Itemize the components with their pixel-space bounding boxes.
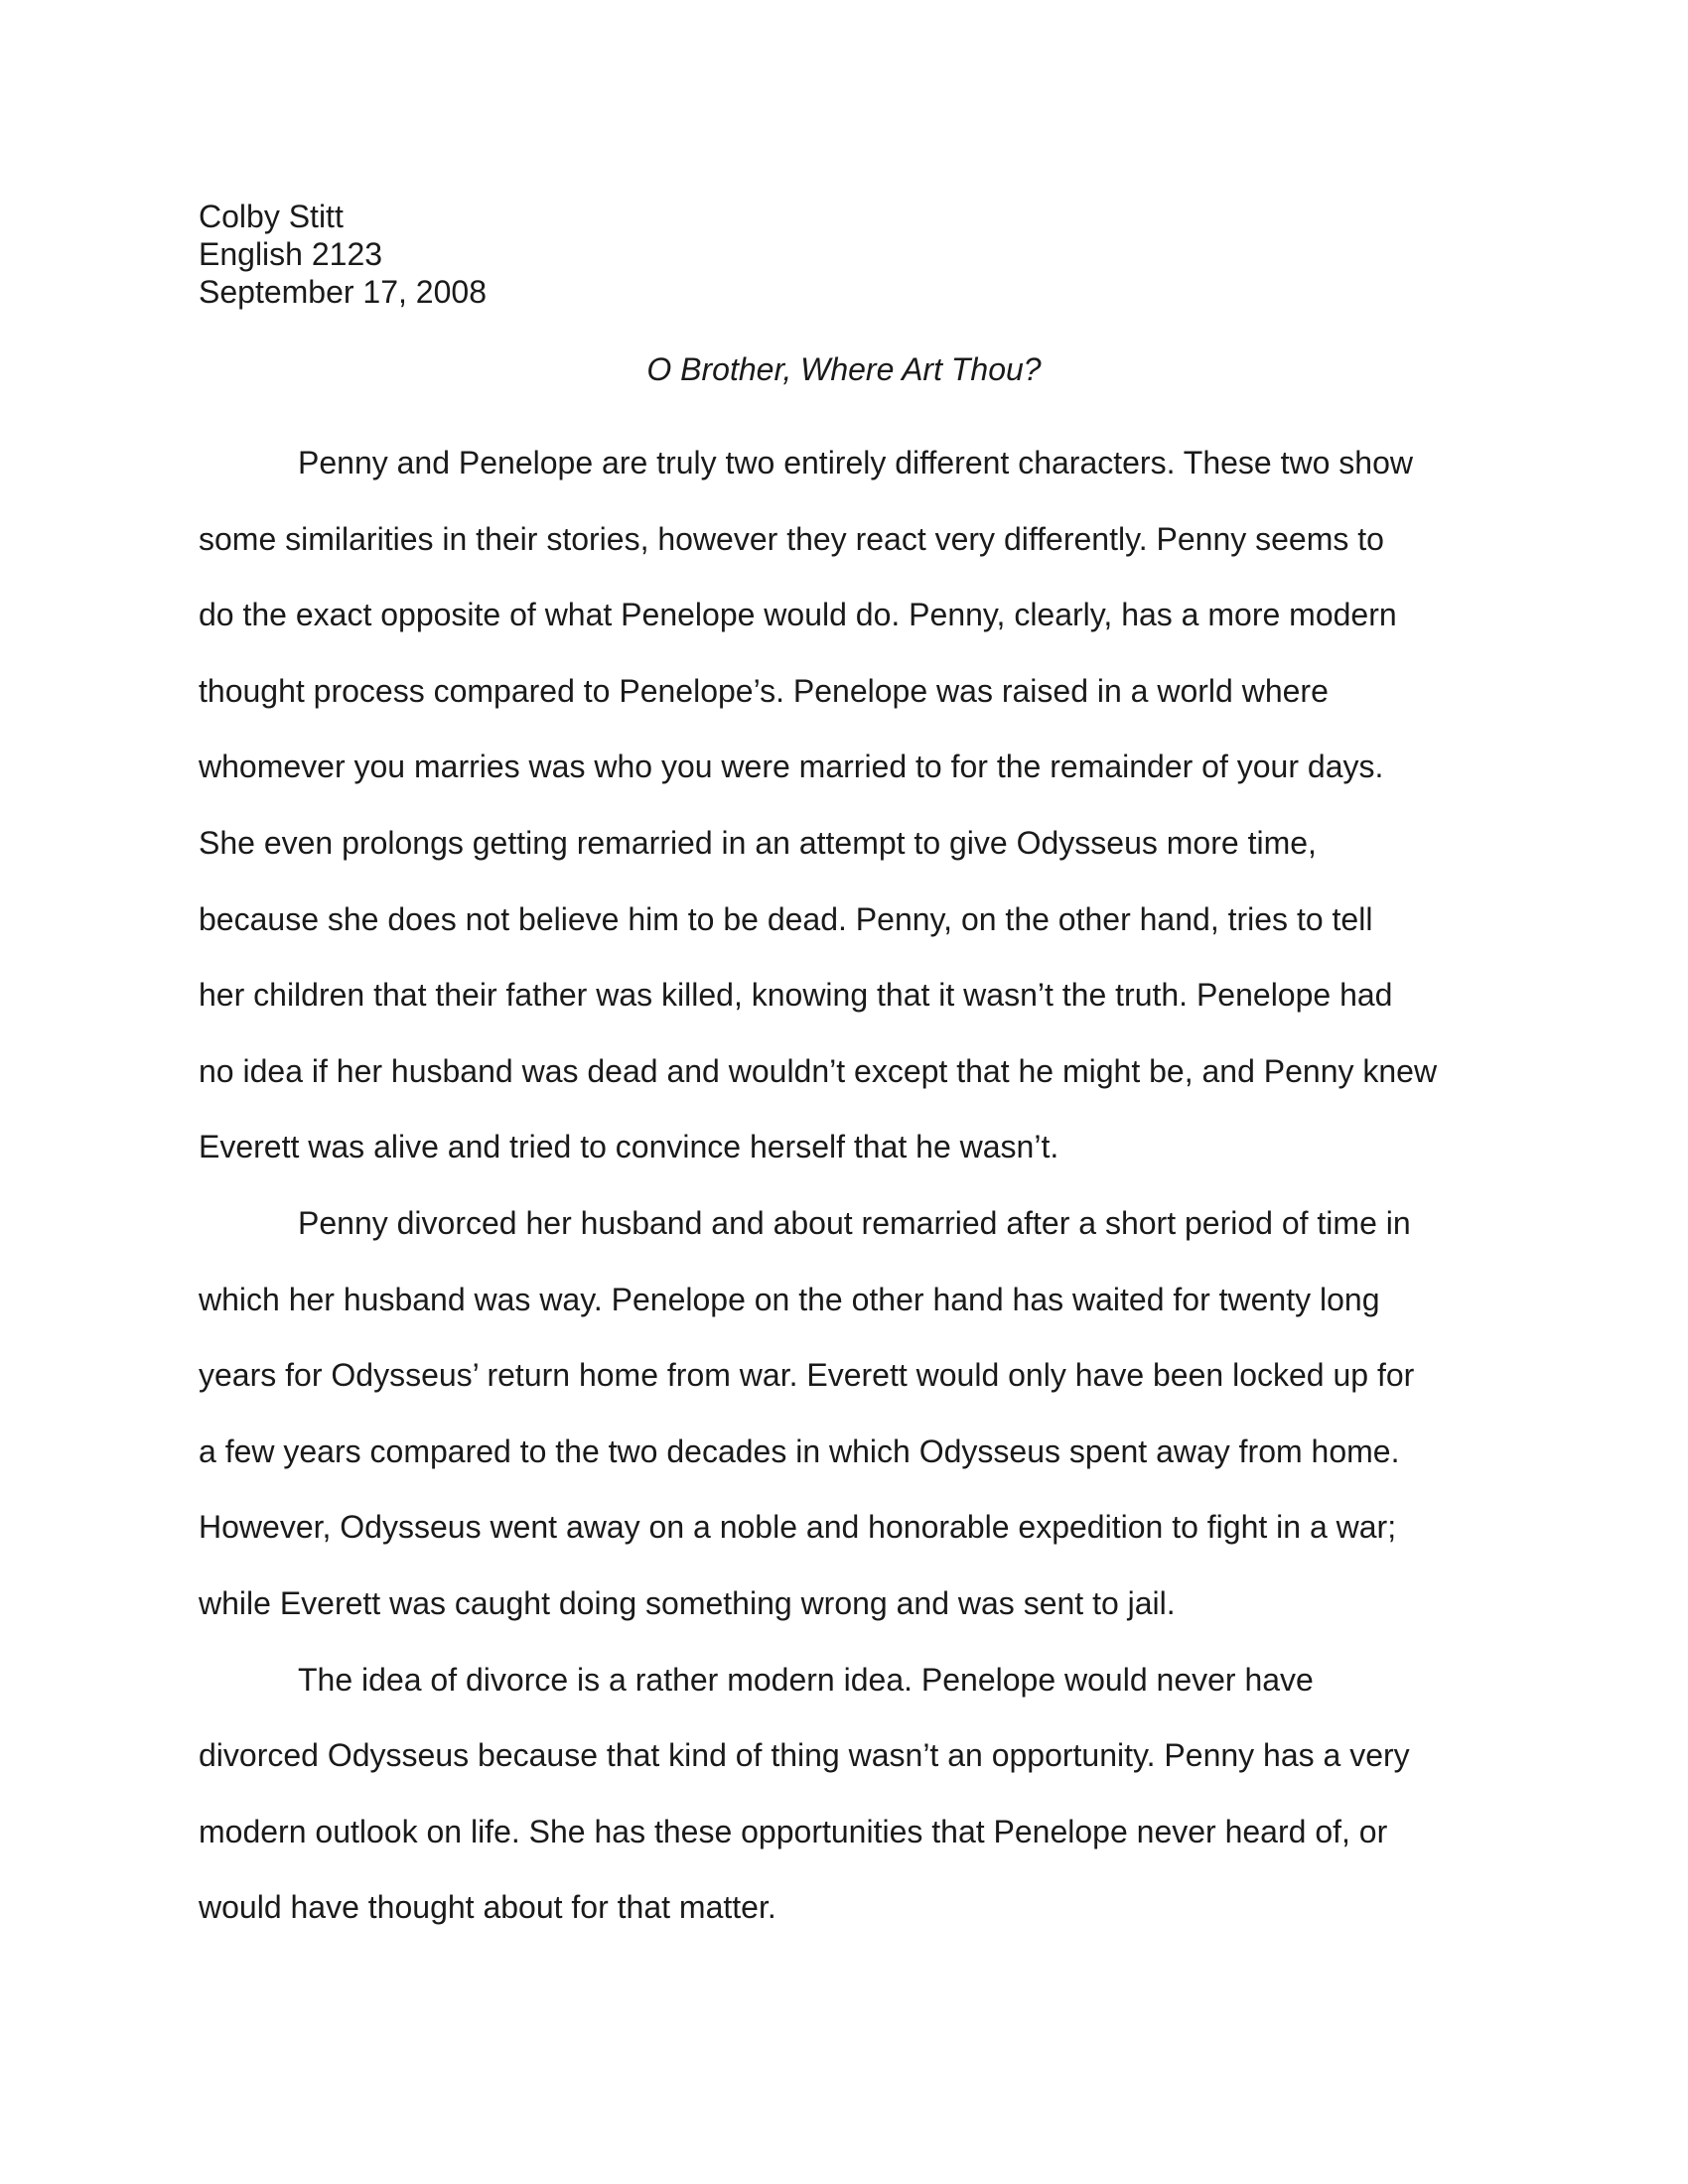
paragraph-1-line-8: her children that their father was killed, knowing that it wasn’t the truth. Penelope had: [199, 977, 1393, 1014]
paragraph-2-line-6: while Everett was caught doing something wrong and was sent to jail.: [199, 1584, 1176, 1621]
paragraph-1-line-4: thought process compared to Penelope’s. Penelope was raised in a world where: [199, 672, 1329, 709]
paragraph-2-line-4: a few years compared to the two decades in which Odysseus spent away from home.: [199, 1433, 1400, 1469]
paragraph-3-line-1: The idea of divorce is a rather modern idea. Penelope would never have: [298, 1661, 1314, 1698]
paragraph-2-line-1: Penny divorced her husband and about remarried after a short period of time in: [298, 1204, 1411, 1241]
paragraph-1-line-9: no idea if her husband was dead and wouldn’t except that he might be, and Penny knew: [199, 1052, 1438, 1089]
paragraph-1-line-1: Penny and Penelope are truly two entirely different characters. These two show: [298, 445, 1413, 480]
document-body: [199, 425, 1499, 1946]
paragraph-1-line-10: Everett was alive and tried to convince herself that he wasn’t.: [199, 1129, 1059, 1165]
paragraph-1-line-7: because she does not believe him to be dead. Penny, on the other hand, tries to tell: [199, 900, 1373, 937]
paragraph-3-line-2: divorced Odysseus because that kind of thing wasn’t an opportunity. Penny has a very: [199, 1737, 1410, 1774]
paragraph-1-line-2: some similarities in their stories, however they react very differently. Penny seems to: [199, 520, 1384, 557]
paragraph-1-line-5: whomever you marries was who you were married to for the remainder of your days.: [199, 749, 1384, 785]
paragraph-2-line-3: years for Odysseus’ return home from war. Everett would only have been locked up for: [199, 1357, 1415, 1394]
paragraph-3-line-3: modern outlook on life. She has these opportunities that Penelope never heard of, or: [199, 1813, 1388, 1849]
document-header: [199, 198, 1489, 311]
paragraph-1-line-6: She even prolongs getting remarried in an attempt to give Odysseus more time,: [199, 824, 1317, 861]
paragraph-2-line-2: which her husband was way. Penelope on the other hand has waited for twenty long: [199, 1281, 1380, 1317]
paragraph-1-line-3: do the exact opposite of what Penelope would do. Penny, clearly, has a more modern: [199, 597, 1397, 633]
author-name: Colby Stitt: [199, 199, 344, 234]
document-date: September 17, 2008: [199, 274, 487, 310]
document-title: O Brother, Where Art Thou?: [646, 351, 1042, 387]
paragraph-2-line-5: However, Odysseus went away on a noble and honorable expedition to fight in a war;: [199, 1509, 1397, 1546]
course-name: English 2123: [199, 236, 383, 272]
paragraph-3-line-4: would have thought about for that matter.: [199, 1889, 776, 1926]
